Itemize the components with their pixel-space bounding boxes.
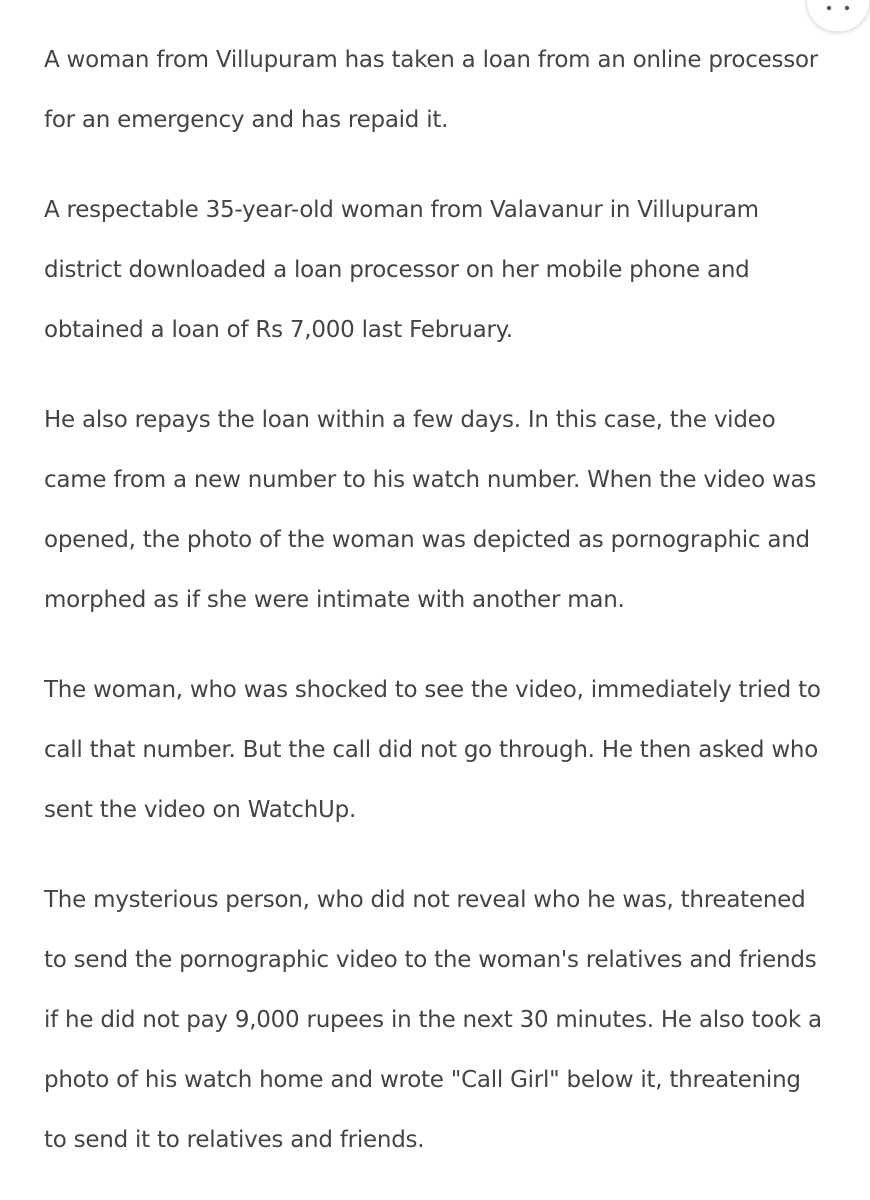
more-icon <box>825 3 851 13</box>
article-body <box>44 30 844 1200</box>
article-paragraph-5: The mysterious person, who did not reveal who he was, threatened to send the pornographic video to the woman's relatives and friends if he did not pay 9,000 rupees in the next 30 minutes. He also took a photo of his watch home and wrote "Call Girl" below it, threatening to send it to relatives and friends. <box>44 887 822 1153</box>
article-paragraph-2: A respectable 35-year-old woman from Valavanur in Villupuram district downloaded a loan processor on her mobile phone and obtained a loan of Rs 7,000 last February. <box>44 197 759 343</box>
article-paragraph-3: He also repays the loan within a few days. In this case, the video came from a new number to his watch number. When the video was opened, the photo of the woman was depicted as pornographic and morphed as if she were intimate with another man. <box>44 407 817 613</box>
more-options-button[interactable] <box>806 0 870 32</box>
article-paragraph-4: The woman, who was shocked to see the video, immediately tried to call that number. But the call did not go through. He then asked who sent the video on WatchUp. <box>44 677 821 823</box>
article-paragraph-1: A woman from Villupuram has taken a loan from an online processor for an emergency and has repaid it. <box>44 47 818 133</box>
